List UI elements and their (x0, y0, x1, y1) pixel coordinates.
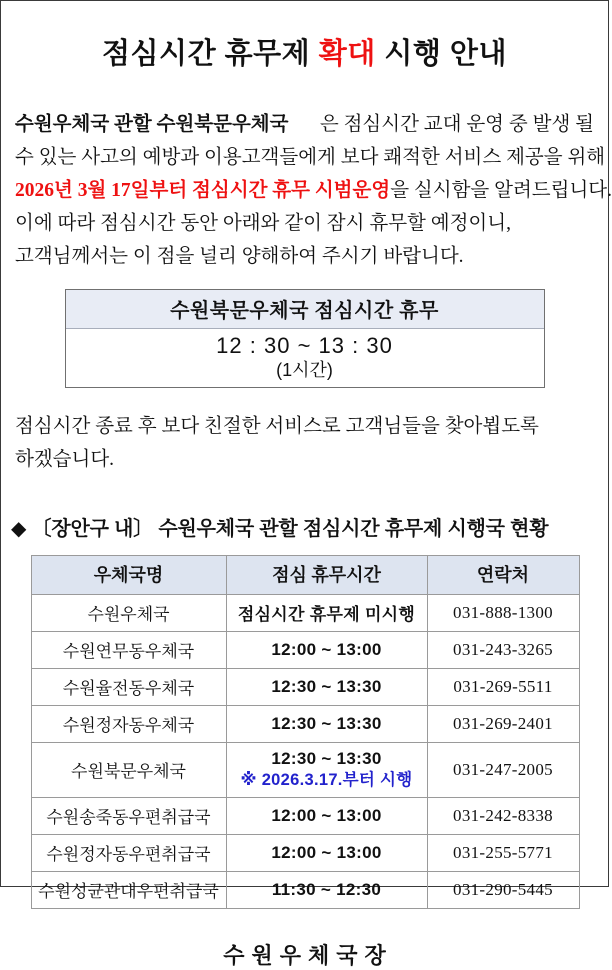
table-row (31, 669, 579, 706)
cell-phone-number: 031-242-8338 (427, 798, 579, 835)
intro-line-3-red: 2026년 3월 17일부터 점심시간 휴무 시범운영 (15, 180, 391, 201)
offices-table-wrapper (31, 555, 579, 909)
closing-line-2: 하겠습니다. (15, 449, 115, 470)
table-row (31, 743, 579, 798)
cell-office-name: 수원송죽동우편취급국 (31, 798, 226, 835)
cell-lunch-time: 점심시간 휴무제 미시행 (226, 595, 427, 632)
cell-lunch-time-main: 12:30 ~ 13:30 (271, 749, 382, 768)
offices-table (31, 555, 580, 909)
column-header-lunch-time: 점심 휴무시간 (226, 556, 427, 595)
cell-office-name: 수원연무동우체국 (31, 632, 226, 669)
intro-line-3 (15, 174, 612, 207)
intro-paragraph (15, 108, 612, 273)
table-row (31, 835, 579, 872)
intro-line-1-bold: 수원우체국 관할 수원북문우체국 (15, 114, 289, 135)
cell-phone-number: 031-255-5771 (427, 835, 579, 872)
closing-line-1: 점심시간 종료 후 보다 친절한 서비스로 고객님들을 찾아뵙도록 (15, 416, 539, 437)
title-accent-word: 확대 (318, 38, 376, 70)
cell-office-name: 수원성균관대우편취급국 (31, 872, 226, 909)
title-part-1: 점심시간 휴무제 (102, 38, 319, 70)
cell-office-name: 수원정자동우편취급국 (31, 835, 226, 872)
cell-lunch-time: 12:00 ~ 13:00 (226, 798, 427, 835)
cell-lunch-time: 12:00 ~ 13:00 (226, 835, 427, 872)
cell-office-name: 수원우체국 (31, 595, 226, 632)
lunch-break-highlight-box (65, 289, 545, 388)
intro-line-1-rest: 은 점심시간 교대 운영 중 발생 될 (319, 114, 594, 135)
table-row (31, 595, 579, 632)
table-row (31, 798, 579, 835)
table-row (31, 706, 579, 743)
closing-paragraph (15, 410, 594, 476)
page-title (1, 31, 608, 72)
highlight-box-header: 수원북문우체국 점심시간 휴무 (66, 290, 544, 329)
cell-phone-number: 031-269-5511 (427, 669, 579, 706)
cell-phone-number: 031-290-5445 (427, 872, 579, 909)
intro-line-1 (15, 108, 594, 141)
cell-phone-number: 031-888-1300 (427, 595, 579, 632)
highlight-box-time: 12 : 30 ~ 13 : 30 (216, 333, 393, 358)
cell-lunch-time: 12:00 ~ 13:00 (226, 632, 427, 669)
cell-lunch-time: 12:30 ~ 13:30 (226, 706, 427, 743)
intro-line-3-rest: 을 실시함을 알려드립니다. (390, 180, 612, 201)
table-row (31, 632, 579, 669)
cell-phone-number: 031-243-3265 (427, 632, 579, 669)
section-heading-text: 〔장안구 내〕 수원우체국 관할 점심시간 휴무제 시행국 현황 (31, 518, 549, 540)
cell-office-name: 수원북문우체국 (31, 743, 226, 798)
column-header-office-name: 우체국명 (31, 556, 226, 595)
cell-lunch-time (226, 743, 427, 798)
intro-line-4: 이에 따라 점심시간 동안 아래와 같이 잠시 휴무할 예정이니, (15, 213, 511, 234)
signature-footer: 수원우체국장 (223, 943, 393, 968)
intro-line-5: 고객님께서는 이 점을 널리 양해하여 주시기 바랍니다. (15, 246, 464, 267)
highlight-box-duration: (1시간) (276, 360, 333, 380)
cell-lunch-time: 12:30 ~ 13:30 (226, 669, 427, 706)
cell-lunch-time-note: ※ 2026.3.17.부터 시행 (240, 771, 413, 789)
title-part-2: 시행 안내 (375, 38, 507, 70)
table-row (31, 872, 579, 909)
cell-phone-number: 031-247-2005 (427, 743, 579, 798)
cell-office-name: 수원정자동우체국 (31, 706, 226, 743)
table-header-row (31, 556, 579, 595)
column-header-phone: 연락처 (427, 556, 579, 595)
highlight-box-body (66, 329, 544, 387)
intro-line-2: 수 있는 사고의 예방과 이용고객들에게 보다 쾌적한 서비스 제공을 위해 (15, 147, 606, 168)
cell-office-name: 수원율전동우체국 (31, 669, 226, 706)
diamond-bullet-icon: ◆ (11, 518, 27, 540)
section-heading (11, 512, 608, 541)
cell-phone-number: 031-269-2401 (427, 706, 579, 743)
cell-lunch-time: 11:30 ~ 12:30 (226, 872, 427, 909)
offices-table-body (31, 595, 579, 909)
